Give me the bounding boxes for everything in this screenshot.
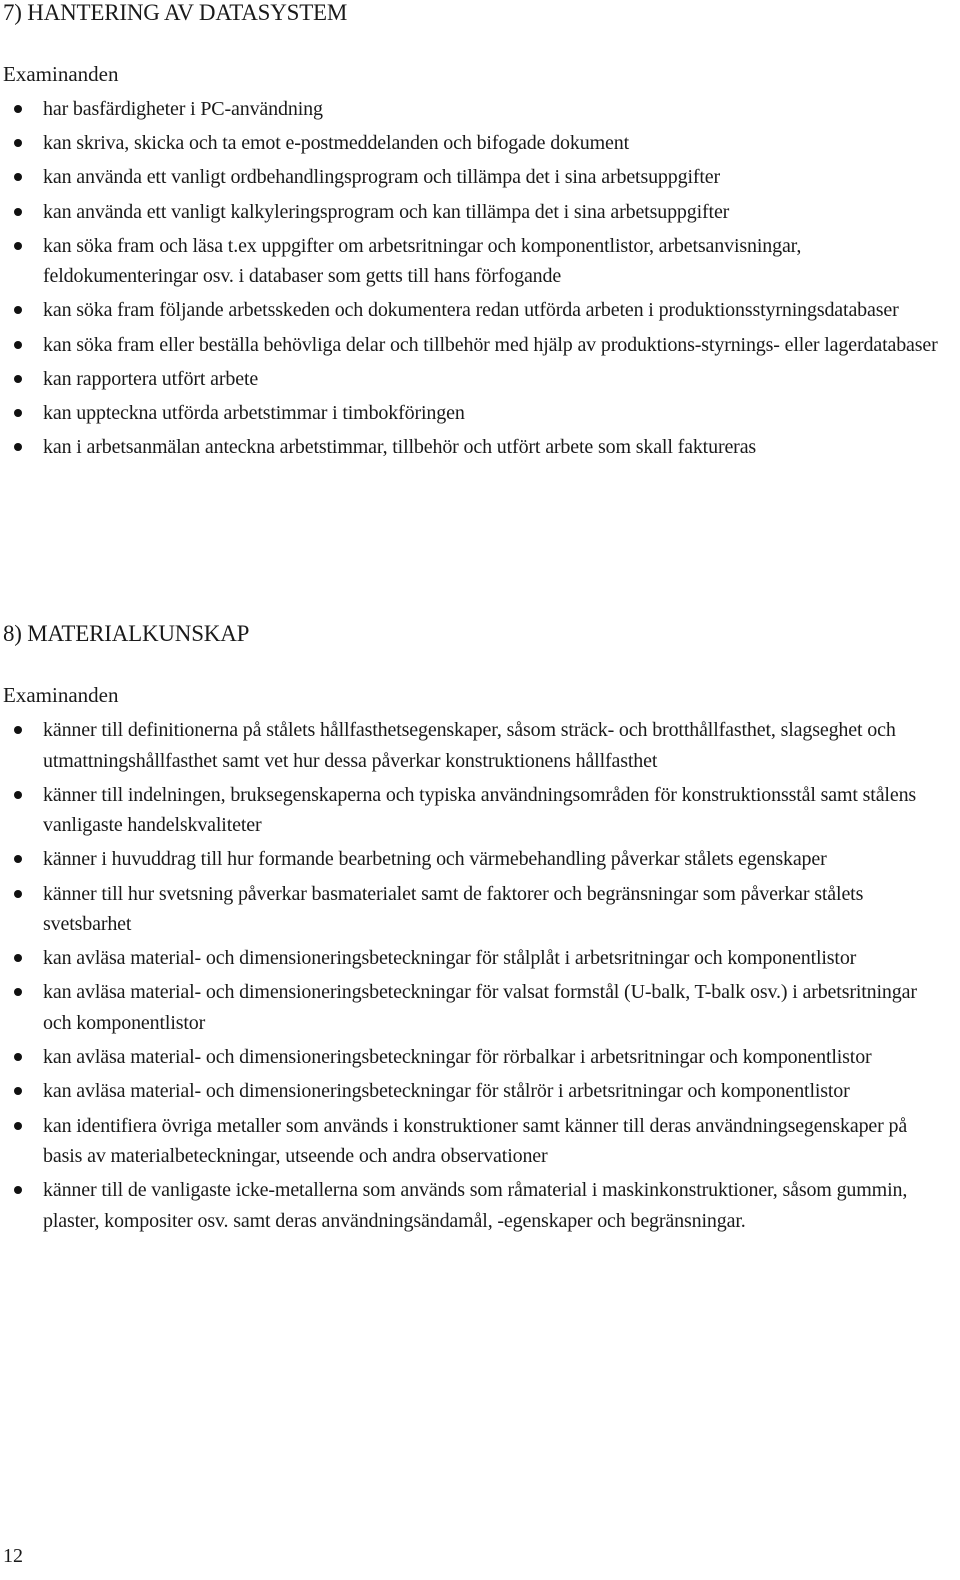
- list-item: kan avläsa material- och dimensioneringsbeteckningar för valsat formstål (U-balk, T-balk osv.) i arbetsritningar och komponentlistor: [0, 977, 945, 1038]
- list-item: kan identifiera övriga metaller som används i konstruktioner samt känner till deras användningsegenskaper på basis av materialbeteckningar, utseende och andra observationer: [0, 1111, 945, 1172]
- section-8-subheading: Examinanden: [3, 683, 119, 707]
- list-item: kan söka fram eller beställa behövliga delar och tillbehör med hjälp av produktions-styrnings- eller lagerdatabaser: [0, 330, 945, 361]
- bullet-icon: [14, 791, 22, 799]
- bullet-icon: [14, 726, 22, 734]
- list-item: kan i arbetsanmälan anteckna arbetstimmar, tillbehör och utfört arbete som skall faktureras: [0, 432, 945, 463]
- bullet-icon: [14, 988, 22, 996]
- section-7-title: 7) HANTERING AV DATASYSTEM: [3, 0, 348, 25]
- bullet-icon: [14, 443, 22, 451]
- bullet-icon: [14, 1087, 22, 1095]
- list-item: kan söka fram och läsa t.ex uppgifter om arbetsritningar och komponentlistor, arbetsanvisningar, feldokumenteringar osv. i databaser som getts till hans förfogande: [0, 231, 945, 292]
- list-item: kan avläsa material- och dimensioneringsbeteckningar för stålrör i arbetsritningar och komponentlistor: [0, 1076, 945, 1107]
- bullet-icon: [14, 1186, 22, 1194]
- section-8-title: 8) MATERIALKUNSKAP: [3, 621, 250, 646]
- list-item: kan söka fram följande arbetsskeden och dokumentera redan utförda arbeten i produktionsstyrningsdatabaser: [0, 295, 945, 326]
- list-item: kan skriva, skicka och ta emot e-postmeddelanden och bifogade dokument: [0, 128, 945, 159]
- section-8-list: [0, 715, 945, 1240]
- bullet-icon: [14, 375, 22, 383]
- list-item: har basfärdigheter i PC-användning: [0, 94, 945, 125]
- list-item: känner till hur svetsning påverkar basmaterialet samt de faktorer och begränsningar som påverkar stålets svetsbarhet: [0, 879, 945, 940]
- list-item: kan använda ett vanligt kalkyleringsprogram och kan tillämpa det i sina arbetsuppgifter: [0, 197, 945, 228]
- bullet-icon: [14, 341, 22, 349]
- bullet-icon: [14, 139, 22, 147]
- bullet-icon: [14, 1122, 22, 1130]
- list-item: kan uppteckna utförda arbetstimmar i timbokföringen: [0, 398, 945, 429]
- bullet-icon: [14, 173, 22, 181]
- bullet-icon: [14, 1053, 22, 1061]
- bullet-icon: [14, 954, 22, 962]
- list-item: kan rapportera utfört arbete: [0, 364, 945, 395]
- list-item: känner till indelningen, bruksegenskaperna och typiska användningsområden för konstruktionsstål samt stålens vanligaste handelskvaliteter: [0, 780, 945, 841]
- list-item: känner till definitionerna på stålets hållfasthetsegenskaper, såsom sträck- och brotthållfasthet, slagseghet och utmattningshållfasthet samt vet hur dessa påverkar konstruktionens hållfasthet: [0, 715, 945, 776]
- list-item: kan avläsa material- och dimensioneringsbeteckningar för rörbalkar i arbetsritningar och komponentlistor: [0, 1042, 945, 1073]
- list-item: kan använda ett vanligt ordbehandlingsprogram och tillämpa det i sina arbetsuppgifter: [0, 162, 945, 193]
- page-number: 12: [3, 1545, 23, 1567]
- bullet-icon: [14, 855, 22, 863]
- bullet-icon: [14, 208, 22, 216]
- bullet-icon: [14, 242, 22, 250]
- list-item: känner i huvuddrag till hur formande bearbetning och värmebehandling påverkar stålets egenskaper: [0, 844, 945, 875]
- list-item: kan avläsa material- och dimensioneringsbeteckningar för stålplåt i arbetsritningar och komponentlistor: [0, 943, 945, 974]
- bullet-icon: [14, 890, 22, 898]
- bullet-icon: [14, 105, 22, 113]
- section-7-list: [0, 94, 945, 466]
- list-item: känner till de vanligaste icke-metallerna som används som råmaterial i maskinkonstruktioner, såsom gummin, plaster, kompositer osv. samt deras användningsändamål, -egenskaper och begränsningar.: [0, 1175, 945, 1236]
- section-7-subheading: Examinanden: [3, 62, 119, 86]
- bullet-icon: [14, 409, 22, 417]
- bullet-icon: [14, 306, 22, 314]
